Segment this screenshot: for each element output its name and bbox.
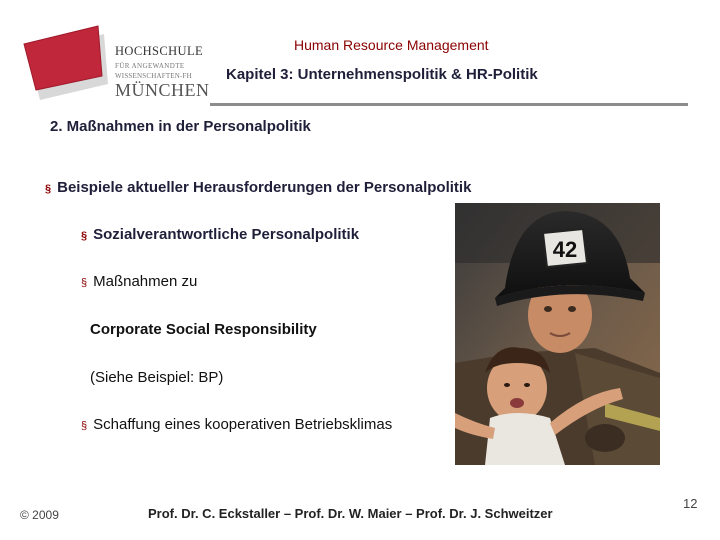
chapter-title: Kapitel 3: Unternehmenspolitik & HR-Politik — [226, 66, 538, 83]
bullet-icon: § — [45, 183, 52, 195]
logo-line-2: FÜR ANGEWANDTE — [115, 62, 185, 70]
footer-authors: Prof. Dr. C. Eckstaller – Prof. Dr. W. Maier – Prof. Dr. J. Schweitzer — [148, 506, 553, 521]
bullet-item-3-text: Maßnahmen zu — [93, 273, 198, 290]
logo-line-4: MÜNCHEN — [115, 80, 210, 100]
bullet-item-1 — [45, 179, 471, 196]
section-title: 2. Maßnahmen in der Personalpolitik — [50, 118, 311, 135]
bullet-item-3 — [81, 273, 197, 290]
csr-text: Corporate Social Responsibility — [90, 321, 317, 338]
bullet-item-2 — [81, 226, 359, 243]
example-reference: (Siehe Beispiel: BP) — [90, 369, 224, 386]
helmet-number: 42 — [552, 237, 578, 262]
logo-emblem — [18, 20, 118, 100]
logo-line-1: HOCHSCHULE — [115, 44, 204, 58]
bullet-item-4 — [81, 416, 392, 433]
course-title: Human Resource Management — [294, 37, 489, 53]
bullet-icon: § — [81, 230, 88, 242]
bullet-item-4-text: Schaffung eines kooperativen Betriebsklimas — [93, 416, 393, 433]
header-divider — [210, 103, 688, 106]
bullet-icon: § — [81, 277, 88, 289]
university-logo — [18, 20, 208, 100]
logo-line-3: WISSENSCHAFTEN-FH — [115, 72, 192, 80]
page-number: 12 — [683, 496, 698, 511]
bullet-item-1-text: Beispiele aktueller Herausforderungen der Personalpolitik — [57, 179, 472, 196]
copyright: © 2009 — [20, 508, 59, 522]
firefighter-photo — [455, 203, 660, 465]
firefighter-illustration — [455, 203, 660, 465]
bullet-icon: § — [81, 420, 88, 432]
bullet-item-2-text: Sozialverantwortliche Personalpolitik — [93, 226, 360, 243]
